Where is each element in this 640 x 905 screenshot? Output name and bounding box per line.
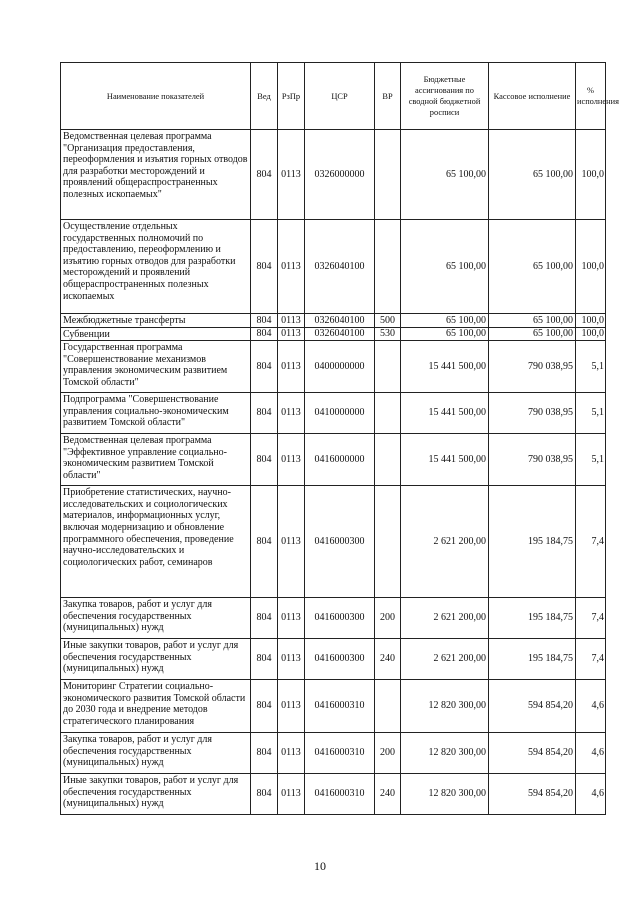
row-name: Иные закупки товаров, работ и услуг для обеспечения государственных (муниципальных) нужд <box>61 639 251 680</box>
row-cash: 65 100,00 <box>489 314 576 328</box>
table-row <box>61 733 606 774</box>
header-vr: ВР <box>375 63 401 130</box>
row-cash: 790 038,95 <box>489 434 576 486</box>
row-budget: 2 621 200,00 <box>401 598 489 639</box>
row-budget: 12 820 300,00 <box>401 733 489 774</box>
row-ved: 804 <box>251 130 278 220</box>
row-csr: 0400000000 <box>305 341 375 393</box>
row-budget: 2 621 200,00 <box>401 639 489 680</box>
header-ved: Вед <box>251 63 278 130</box>
row-budget: 15 441 500,00 <box>401 393 489 434</box>
header-rzpr: РзПр <box>278 63 305 130</box>
row-pct: 7,4 <box>576 598 606 639</box>
row-rzpr: 0113 <box>278 639 305 680</box>
row-csr: 0326000000 <box>305 130 375 220</box>
row-rzpr: 0113 <box>278 680 305 733</box>
row-vr: 240 <box>375 639 401 680</box>
row-vr: 200 <box>375 598 401 639</box>
row-vr <box>375 434 401 486</box>
row-name: Государственная программа "Совершенствование механизмов управления экономическим развитием Томской области" <box>61 341 251 393</box>
row-rzpr: 0113 <box>278 774 305 815</box>
table-row <box>61 639 606 680</box>
row-cash: 594 854,20 <box>489 774 576 815</box>
row-csr: 0416000310 <box>305 774 375 815</box>
row-pct: 100,0 <box>576 130 606 220</box>
table-row <box>61 393 606 434</box>
row-rzpr: 0113 <box>278 598 305 639</box>
row-csr: 0416000300 <box>305 639 375 680</box>
header-csr: ЦСР <box>305 63 375 130</box>
table-row <box>61 598 606 639</box>
table-row <box>61 341 606 393</box>
table-row <box>61 774 606 815</box>
row-vr <box>375 680 401 733</box>
row-name: Мониторинг Стратегии социально-экономического развития Томской области до 2030 года и внедрение методов стратегического планирования <box>61 680 251 733</box>
row-pct: 4,6 <box>576 680 606 733</box>
row-ved: 804 <box>251 486 278 598</box>
header-row <box>61 63 606 130</box>
row-ved: 804 <box>251 680 278 733</box>
row-vr <box>375 486 401 598</box>
header-pct: % исполнения <box>576 63 606 130</box>
row-rzpr: 0113 <box>278 314 305 328</box>
row-vr <box>375 220 401 314</box>
row-ved: 804 <box>251 220 278 314</box>
table-row <box>61 680 606 733</box>
row-name: Межбюджетные трансферты <box>61 314 251 328</box>
row-vr: 500 <box>375 314 401 328</box>
row-budget: 65 100,00 <box>401 327 489 341</box>
row-cash: 195 184,75 <box>489 598 576 639</box>
row-ved: 804 <box>251 639 278 680</box>
row-pct: 100,0 <box>576 220 606 314</box>
row-name: Приобретение статистических, научно-исследовательских и социологических материалов, информационных услуг, включая модернизацию и обновление программного обеспечения, проведение научно-исследовательских и социологических работ, семинаров <box>61 486 251 598</box>
row-ved: 804 <box>251 733 278 774</box>
row-name: Иные закупки товаров, работ и услуг для обеспечения государственных (муниципальных) нужд <box>61 774 251 815</box>
row-cash: 594 854,20 <box>489 680 576 733</box>
row-rzpr: 0113 <box>278 130 305 220</box>
row-budget: 65 100,00 <box>401 314 489 328</box>
budget-execution-table <box>60 62 619 815</box>
table-body <box>61 130 606 815</box>
row-vr: 240 <box>375 774 401 815</box>
row-ved: 804 <box>251 434 278 486</box>
row-cash: 195 184,75 <box>489 639 576 680</box>
row-rzpr: 0113 <box>278 434 305 486</box>
row-rzpr: 0113 <box>278 486 305 598</box>
row-name: Закупка товаров, работ и услуг для обеспечения государственных (муниципальных) нужд <box>61 733 251 774</box>
row-pct: 100,0 <box>576 314 606 328</box>
row-budget: 2 621 200,00 <box>401 486 489 598</box>
table-row <box>61 220 606 314</box>
row-cash: 594 854,20 <box>489 733 576 774</box>
row-csr: 0326040100 <box>305 314 375 328</box>
row-name: Осуществление отдельных государственных полномочий по предоставлению, переоформлению и изъятию горных отводов для разработки месторождений и проявлений общераспространенных полезных ископаемых <box>61 220 251 314</box>
header-name: Наименование показателей <box>61 63 251 130</box>
row-pct: 4,6 <box>576 733 606 774</box>
row-cash: 790 038,95 <box>489 341 576 393</box>
row-cash: 790 038,95 <box>489 393 576 434</box>
row-csr: 0416000310 <box>305 733 375 774</box>
row-rzpr: 0113 <box>278 733 305 774</box>
row-ved: 804 <box>251 393 278 434</box>
row-csr: 0326040100 <box>305 327 375 341</box>
row-budget: 12 820 300,00 <box>401 774 489 815</box>
row-name: Подпрограмма "Совершенствование управления социально-экономическим развитием Томской области" <box>61 393 251 434</box>
row-pct: 4,6 <box>576 774 606 815</box>
table-row <box>61 130 606 220</box>
row-rzpr: 0113 <box>278 220 305 314</box>
row-csr: 0326040100 <box>305 220 375 314</box>
row-cash: 65 100,00 <box>489 130 576 220</box>
row-budget: 15 441 500,00 <box>401 434 489 486</box>
row-vr <box>375 130 401 220</box>
row-budget: 65 100,00 <box>401 130 489 220</box>
table-row <box>61 434 606 486</box>
row-csr: 0416000300 <box>305 486 375 598</box>
row-vr <box>375 393 401 434</box>
row-pct: 5,1 <box>576 341 606 393</box>
row-name: Ведомственная целевая программа "Организация предоставления, переоформления и изъятия горных отводов для разработки месторождений и проявлений общераспространенных полезных ископаемых" <box>61 130 251 220</box>
table-row <box>61 327 606 341</box>
row-rzpr: 0113 <box>278 393 305 434</box>
table-row <box>61 486 606 598</box>
row-pct: 5,1 <box>576 434 606 486</box>
row-csr: 0416000300 <box>305 598 375 639</box>
row-ved: 804 <box>251 774 278 815</box>
row-cash: 65 100,00 <box>489 220 576 314</box>
row-cash: 195 184,75 <box>489 486 576 598</box>
row-csr: 0416000000 <box>305 434 375 486</box>
row-ved: 804 <box>251 598 278 639</box>
row-pct: 100,0 <box>576 327 606 341</box>
row-cash: 65 100,00 <box>489 327 576 341</box>
row-csr: 0410000000 <box>305 393 375 434</box>
row-budget: 15 441 500,00 <box>401 341 489 393</box>
row-budget: 65 100,00 <box>401 220 489 314</box>
table-row <box>61 314 606 328</box>
row-ved: 804 <box>251 314 278 328</box>
row-pct: 5,1 <box>576 393 606 434</box>
row-vr: 530 <box>375 327 401 341</box>
row-name: Закупка товаров, работ и услуг для обеспечения государственных (муниципальных) нужд <box>61 598 251 639</box>
row-pct: 7,4 <box>576 639 606 680</box>
header-cash: Кассовое исполнение <box>489 63 576 130</box>
row-vr <box>375 341 401 393</box>
page-number: 10 <box>314 859 326 873</box>
row-vr: 200 <box>375 733 401 774</box>
row-ved: 804 <box>251 327 278 341</box>
row-budget: 12 820 300,00 <box>401 680 489 733</box>
row-rzpr: 0113 <box>278 327 305 341</box>
row-name: Субвенции <box>61 327 251 341</box>
row-rzpr: 0113 <box>278 341 305 393</box>
row-csr: 0416000310 <box>305 680 375 733</box>
row-pct: 7,4 <box>576 486 606 598</box>
row-name: Ведомственная целевая программа "Эффективное управление социально-экономическим развитием Томской области" <box>61 434 251 486</box>
header-budget: Бюджетные ассигнования по сводной бюджетной росписи <box>401 63 489 130</box>
row-ved: 804 <box>251 341 278 393</box>
